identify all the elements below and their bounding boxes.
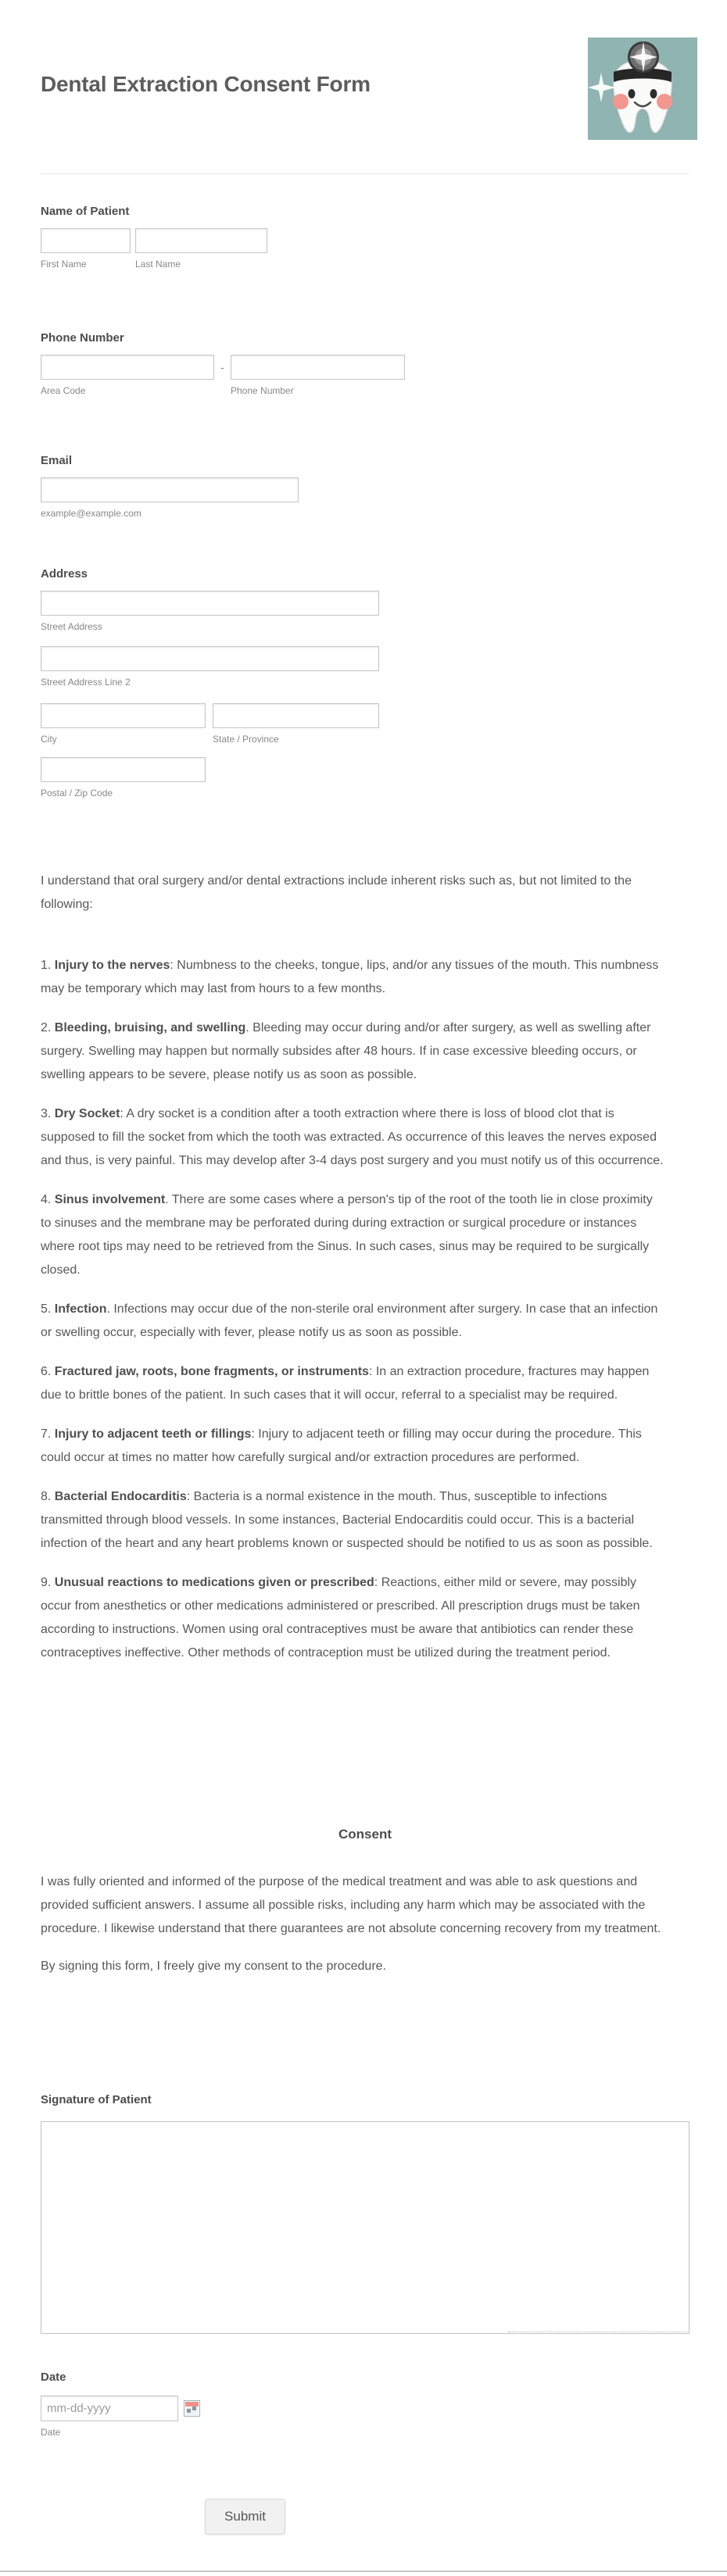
area-code-sublabel: Area Code — [41, 385, 86, 396]
consent-body: I was fully oriented and informed of the purpose of the medical treatment and was able to ask questions and provided sufficient answers. I assume all possible risks, including any harm which may be associated with the procedure. I likewise understand that there guarantees are not absolute concerning recovery from my treatment. — [41, 1875, 661, 1935]
risk-title: Sinus involvement — [54, 1193, 166, 1206]
phone-separator: - — [220, 361, 224, 373]
date-sublabel: Date — [41, 2427, 61, 2438]
risk-number: 2. — [41, 1021, 55, 1034]
risk-separator: . — [106, 1302, 114, 1316]
postal-code-input[interactable] — [41, 757, 206, 782]
date-label: Date — [41, 2371, 66, 2384]
risk-number: 7. — [41, 1427, 55, 1441]
risk-text: Infections may occur due of the non-sterile oral environment after surgery. In case that an infection or swelling occur, especially with fever, please notify us as soon as possible. — [41, 1302, 658, 1339]
state-input[interactable] — [213, 703, 379, 728]
name-field-group — [41, 205, 267, 270]
risk-separator: . — [245, 1021, 253, 1034]
phone-label: Phone Number — [41, 331, 124, 345]
city-input[interactable] — [41, 703, 206, 728]
risks-intro: I understand that oral surgery and/or dental extractions include inherent risks such as, but not limited to the following: — [41, 874, 632, 911]
signature-pad[interactable] — [41, 2121, 689, 2334]
risk-item — [41, 1188, 666, 1282]
risk-number: 5. — [41, 1302, 55, 1316]
risk-separator: : — [368, 1365, 376, 1378]
street-address-sublabel: Street Address — [41, 621, 102, 632]
first-name-sublabel: First Name — [41, 259, 87, 270]
consent-section — [41, 1827, 689, 1978]
risk-title: Bleeding, bruising, and swelling — [54, 1021, 246, 1034]
email-field-group — [41, 454, 299, 520]
risk-text: Numbness to the cheeks, tongue, lips, and/or any tissues of the mouth. This numbness may be temporary which may last from hours to a few months. — [41, 959, 659, 995]
risk-item — [41, 1298, 666, 1345]
calendar-icon[interactable] — [184, 2400, 200, 2417]
risk-item — [41, 1485, 666, 1556]
tooth-mascot-logo — [588, 38, 697, 140]
risk-separator: : — [186, 1490, 194, 1503]
date-input[interactable] — [41, 2396, 178, 2421]
risk-item — [41, 1571, 666, 1665]
email-sublabel: example@example.com — [41, 508, 141, 519]
header-divider — [41, 173, 689, 174]
phone-number-input[interactable] — [231, 355, 405, 380]
risk-item — [41, 1423, 666, 1470]
risk-separator: : — [251, 1427, 259, 1441]
signature-field-group — [41, 2093, 689, 2334]
risk-item — [41, 1016, 666, 1087]
risk-item — [41, 1360, 666, 1407]
street-address2-sublabel: Street Address Line 2 — [41, 677, 131, 688]
risks-text-block — [41, 870, 666, 1681]
consent-heading: Consent — [338, 1827, 392, 1842]
risk-item — [41, 954, 666, 1001]
risk-number: 8. — [41, 1490, 55, 1503]
risk-title: Injury to adjacent teeth or fillings — [54, 1427, 252, 1441]
risk-title: Bacterial Endocarditis — [54, 1490, 187, 1503]
state-sublabel: State / Province — [213, 734, 279, 745]
street-address-input[interactable] — [41, 591, 379, 616]
risk-list — [41, 954, 666, 1665]
submit-button[interactable]: Submit — [205, 2499, 285, 2535]
risk-text: In an extraction procedure, fractures may happen due to brittle bones of the patient. In such cases that it will occur, referral to a specialist may be required. — [41, 1365, 650, 1402]
risk-separator: . — [165, 1193, 172, 1206]
calendar-icon-grid — [185, 2406, 199, 2415]
risk-title: Unusual reactions to medications given or prescribed — [54, 1576, 374, 1589]
address-label: Address — [41, 567, 88, 581]
risk-title: Injury to the nerves — [54, 959, 170, 972]
risk-text: Bacteria is a normal existence in the mouth. Thus, susceptible to infections transmitted through blood vessels. In some instances, Bacterial Endocarditis could occur. This is a bacterial infection of the heart and any heart problems known or suspected should be notified to us as soon as possible. — [41, 1490, 653, 1550]
page-bottom-border — [0, 2571, 727, 2572]
page-title: Dental Extraction Consent Form — [41, 72, 371, 96]
street-address2-input[interactable] — [41, 646, 379, 671]
risk-separator: : — [374, 1576, 381, 1589]
email-label: Email — [41, 454, 73, 467]
risk-title: Infection — [54, 1302, 107, 1316]
risk-text: Reactions, either mild or severe, may possibly occur from anesthetics or other medications administered or prescribed. All prescription drugs must be taken according to instructions. Women using oral contraceptives must be aware that antibiotics can render these contraceptives ineffective. Other methods of contraception must be utilized during the treatment period. — [41, 1576, 640, 1660]
phone-field-group — [41, 331, 405, 396]
tooth-icon — [588, 38, 697, 140]
risk-separator: : — [170, 959, 177, 972]
risk-text: Injury to adjacent teeth or filling may occur during the procedure. This could occur at times no matter how carefully surgical and/or extraction procedures are performed. — [41, 1427, 642, 1464]
risk-title: Dry Socket — [54, 1107, 120, 1120]
risk-title: Fractured jaw, roots, bone fragments, or instruments — [54, 1365, 369, 1378]
last-name-input[interactable] — [135, 228, 267, 253]
name-label: Name of Patient — [41, 205, 130, 218]
date-field-group — [41, 2371, 200, 2439]
risk-text: A dry socket is a condition after a tooth extraction where there is loss of blood clot that is supposed to fill the socket from which the tooth was extracted. As occurrence of this leaves the nerves exposed and thus, is very painful. This may develop after 3-4 days post surgery and you must notify us of this occurrence. — [41, 1107, 664, 1167]
postal-code-sublabel: Postal / Zip Code — [41, 788, 113, 799]
consent-closing: By signing this form, I freely give my consent to the procedure. — [41, 1960, 386, 1973]
phone-number-sublabel: Phone Number — [231, 385, 294, 396]
resize-grip[interactable] — [508, 2328, 688, 2332]
risk-item — [41, 1102, 666, 1173]
risk-number: 1. — [41, 959, 55, 972]
risk-text: Bleeding may occur during and/or after surgery, as well as swelling after surgery. Swelling may happen but normally subsides after 48 hours. If in case excessive bleeding occurs, or swelling appears to be severe, please notify us as soon as possible. — [41, 1021, 651, 1081]
signature-label: Signature of Patient — [41, 2093, 152, 2106]
email-input[interactable] — [41, 477, 299, 502]
first-name-input[interactable] — [41, 228, 131, 253]
city-sublabel: City — [41, 734, 57, 745]
risk-number: 3. — [41, 1107, 55, 1120]
risk-number: 9. — [41, 1576, 55, 1589]
risk-separator: : — [120, 1107, 127, 1120]
area-code-input[interactable] — [41, 355, 214, 380]
risk-number: 6. — [41, 1365, 55, 1378]
risk-number: 4. — [41, 1193, 55, 1206]
address-field-group — [41, 567, 379, 800]
risk-text: There are some cases where a person's tip of the root of the tooth lie in close proximity to sinuses and the membrane may be perforated during during extraction or surgical procedure or instances where root tips may need to be retrieved from the Sinus. In such cases, sinus may be required to be surgically closed. — [41, 1193, 653, 1277]
last-name-sublabel: Last Name — [135, 259, 181, 270]
